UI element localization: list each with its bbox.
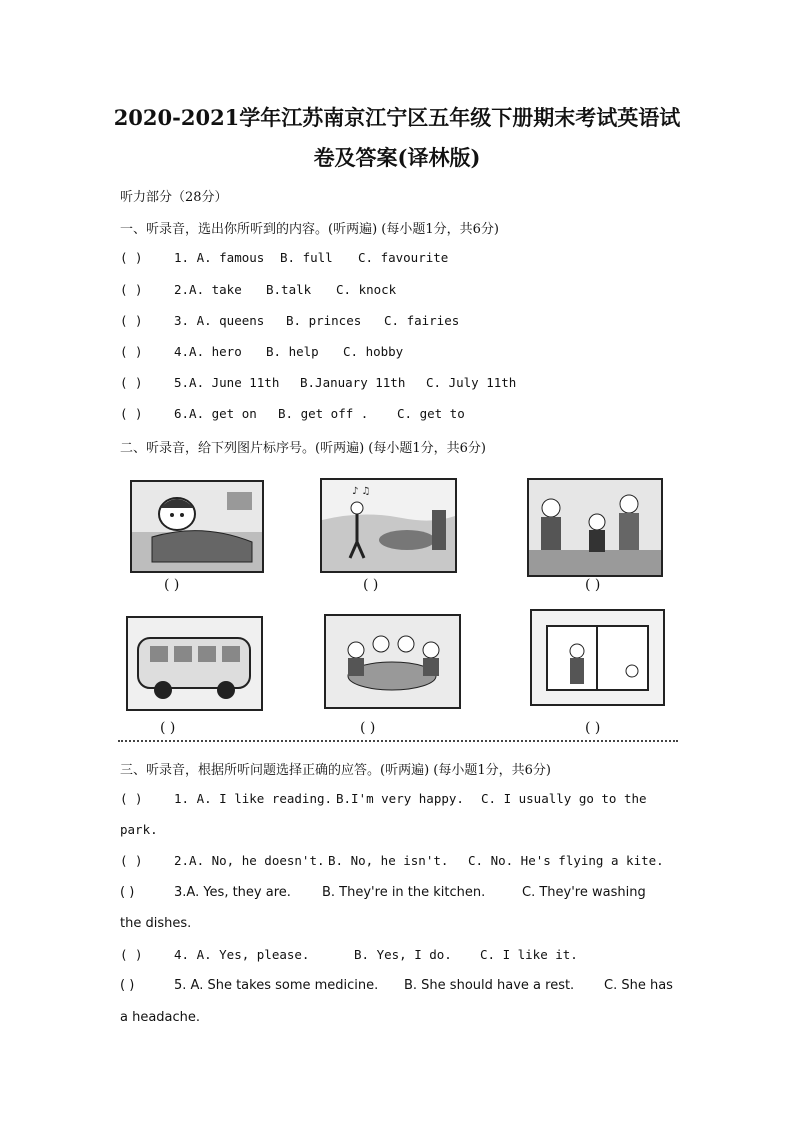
- option-c: C. fairies: [384, 313, 460, 328]
- s3-item-3-cont: the dishes.: [120, 916, 192, 931]
- option-b: B.January 11th: [300, 375, 406, 390]
- family-cooking-icon: [529, 480, 661, 575]
- person-at-door-picture: [530, 609, 665, 706]
- s1-item-1: [120, 250, 448, 265]
- option-a: 2.A. take: [174, 282, 242, 297]
- option-c: C. knock: [336, 282, 397, 297]
- option-b: B. get off .: [278, 406, 369, 421]
- document-title-line1: 2020-2021学年江苏南京江宁区五年级下册期末考试英语试: [113, 105, 681, 130]
- s3-item-3: [120, 885, 646, 900]
- answer-blank[interactable]: ( ): [120, 947, 143, 962]
- option-b: B.talk: [266, 282, 312, 297]
- picture-2-answer[interactable]: ( ): [363, 577, 379, 593]
- option-b: B. She should have a rest.: [404, 978, 575, 993]
- boy-picnic-icon: [322, 480, 455, 571]
- option-a: 1. A. famous: [174, 250, 265, 265]
- option-c: C. No. He's flying a kite.: [468, 853, 664, 868]
- option-b: B. help: [266, 344, 319, 359]
- option-b: B. They're in the kitchen.: [322, 885, 486, 900]
- section3-heading: 三、听录音，根据所听问题选择正确的应答。(听两遍) (每小题1分，共6分): [120, 763, 551, 778]
- option-c: C. I like it.: [480, 947, 578, 962]
- answer-blank[interactable]: ( ): [120, 375, 143, 390]
- people-at-table-icon: [326, 616, 459, 707]
- option-a: 4. A. Yes, please.: [174, 947, 310, 962]
- option-b: B. No, he isn't.: [328, 853, 449, 868]
- s3-item-1-cont: park.: [120, 822, 158, 837]
- svg-text:♪ ♫: ♪ ♫: [352, 486, 371, 497]
- sick-girl-in-bed-icon: [132, 482, 262, 571]
- people-at-table-picture: [324, 614, 461, 709]
- option-a: 2.A. No, he doesn't.: [174, 853, 325, 868]
- option-a: 5. A. She takes some medicine.: [174, 978, 379, 993]
- option-c: C. They're washing: [522, 885, 646, 900]
- s1-item-3: [120, 313, 459, 328]
- s3-item-1: [120, 791, 647, 806]
- answer-blank[interactable]: ( ): [120, 282, 143, 297]
- s1-item-4: [120, 344, 403, 359]
- answer-blank[interactable]: ( ): [120, 853, 143, 868]
- option-c: C. favourite: [358, 250, 449, 265]
- answer-blank[interactable]: ( ): [120, 885, 135, 900]
- section2-heading: 二、听录音，给下列图片标序号。(听两遍) (每小题1分，共6分): [120, 441, 486, 456]
- boy-at-picnic-picture: [320, 478, 457, 573]
- option-a: 1. A. I like reading.: [174, 791, 333, 806]
- sick-girl-in-bed-picture: [130, 480, 264, 573]
- answer-blank[interactable]: ( ): [120, 250, 143, 265]
- option-c: C. She has: [604, 978, 673, 993]
- option-a: 6.A. get on: [174, 406, 257, 421]
- answer-blank[interactable]: ( ): [120, 406, 143, 421]
- s3-item-5: [120, 978, 673, 993]
- s3-item-4: [120, 947, 578, 962]
- option-a: 3. A. queens: [174, 313, 265, 328]
- answer-blank[interactable]: ( ): [120, 344, 143, 359]
- bus-icon: [128, 618, 261, 709]
- s3-item-2: [120, 853, 664, 868]
- s3-item-5-cont: a headache.: [120, 1010, 201, 1025]
- document-title-line2: 卷及答案(译林版): [313, 145, 481, 170]
- answer-blank[interactable]: ( ): [120, 791, 143, 806]
- option-a: 5.A. June 11th: [174, 375, 280, 390]
- person-at-door-icon: [532, 611, 663, 704]
- family-cooking-picture: [527, 478, 663, 577]
- option-c: C. get to: [397, 406, 465, 421]
- s1-item-5: [120, 375, 516, 390]
- picture-4-answer[interactable]: ( ): [160, 720, 176, 736]
- listening-header: 听力部分（28分）: [120, 190, 228, 205]
- picture-5-answer[interactable]: ( ): [360, 720, 376, 736]
- option-c: C. hobby: [343, 344, 404, 359]
- option-c: C. July 11th: [426, 375, 517, 390]
- option-b: B. princes: [286, 313, 362, 328]
- answer-blank[interactable]: ( ): [120, 978, 135, 993]
- bus-picture: [126, 616, 263, 711]
- option-b: B. full: [280, 250, 333, 265]
- picture-1-answer[interactable]: ( ): [164, 577, 180, 593]
- option-a: 3.A. Yes, they are.: [174, 885, 291, 900]
- section1-heading: 一、听录音，选出你所听到的内容。(听两遍) (每小题1分，共6分): [120, 222, 499, 237]
- s1-item-6: [120, 406, 465, 421]
- option-a: 4.A. hero: [174, 344, 242, 359]
- picture-6-answer[interactable]: ( ): [585, 720, 601, 736]
- answer-blank[interactable]: ( ): [120, 313, 143, 328]
- option-b: B. Yes, I do.: [354, 947, 452, 962]
- s1-item-2: [120, 282, 396, 297]
- option-b: B.I'm very happy.: [336, 791, 464, 806]
- option-c: C. I usually go to the: [481, 791, 647, 806]
- scan-cutoff-line: [118, 739, 678, 743]
- picture-3-answer[interactable]: ( ): [585, 577, 601, 593]
